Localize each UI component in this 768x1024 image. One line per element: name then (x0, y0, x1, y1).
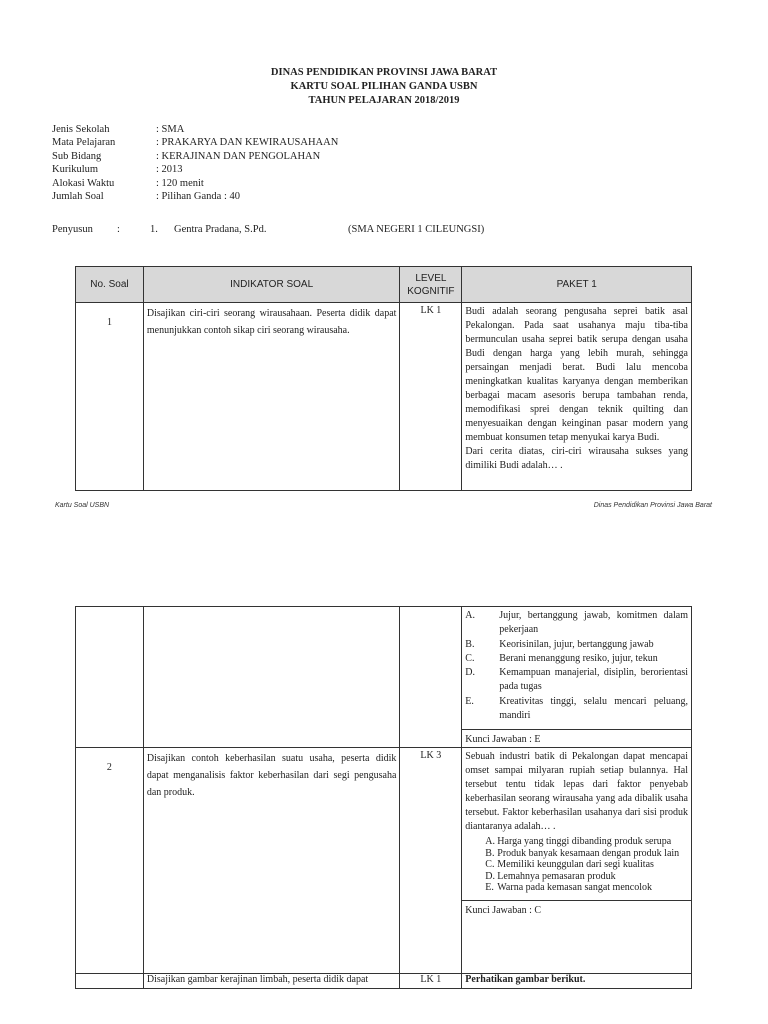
meta-value: : PRAKARYA DAN KEWIRAUSAHAAN (156, 137, 339, 149)
option-d (465, 871, 688, 883)
question-number (76, 607, 144, 748)
option-e (465, 695, 688, 724)
penyusun-colon: : (117, 224, 120, 235)
doc-title-line2: KARTU SOAL PILIHAN GANDA USBN (290, 81, 478, 92)
option-text: Kreativitas tinggi, selalu mencari peluang, mandiri (499, 695, 688, 722)
option-b (465, 638, 688, 652)
option-letter: D. (485, 870, 496, 882)
penyusun-school: (SMA NEGERI 1 CILEUNGSI) (348, 224, 485, 235)
meta-label: Alokasi Waktu (52, 177, 115, 189)
option-letter: B. (485, 847, 495, 859)
question-number (76, 974, 144, 989)
meta-label: Kurikulum (52, 164, 99, 176)
question-stem: Perhatikan gambar berikut. (465, 974, 586, 986)
question-table-page1 (75, 266, 692, 491)
option-b (465, 848, 688, 860)
answer-options (462, 607, 692, 748)
option-c (465, 652, 688, 666)
option-text: Jujur, bertanggung jawab, komitmen dalam pekerjaan (499, 610, 688, 636)
header-level-line2: KOGNITIF (407, 285, 455, 297)
option-text: Berani menanggung resiko, jujur, tekun (499, 652, 658, 664)
table-row (76, 974, 692, 989)
doc-title-line3: TAHUN PELAJARAN 2018/2019 (308, 95, 460, 106)
meta-row-kurikulum (52, 163, 338, 176)
penyusun-name: Gentra Pradana, S.Pd. (174, 224, 267, 235)
meta-row-alokasi-waktu (52, 177, 338, 190)
meta-value: : Pilihan Ganda : 40 (156, 191, 240, 203)
option-d (465, 666, 688, 695)
meta-value: : SMA (156, 124, 185, 135)
header-no-soal: No. Soal (76, 267, 144, 303)
option-text: Memiliki keunggulan dari segi kualitas (497, 859, 654, 871)
option-letter: E. (485, 882, 494, 894)
question-stem: Budi adalah seorang pengusaha seprei batik asal Pekalongan. Pada saat usahanya maju tiba-tiba bermunculan usaha seprei batik serupa dengan usaha Budi dengan harga yang lebih murah, sehingga persaingan menjadi berat. Budi lalu mencoba meningkatkan kualitas karyanya dengan memberikan berbagai macam asesoris berupa tambahan renda, memodifikasi sprei dengan teknik quilting dan menyesuaikan dengan keinginan pasar modern yang membuat konsumen tetap menyukai karya Budi. (465, 306, 688, 443)
question-table-page2 (75, 606, 692, 989)
question-number: 1 (76, 303, 144, 491)
indikator-text: Disajikan contoh keberhasilan suatu usaha, peserta didik dapat menganalisis faktor keberhasilan dari segi pengusaha dan produk. (143, 748, 400, 974)
indikator-text: Disajikan ciri-ciri seorang wirausahaan. Peserta didik dapat menunjukkan contoh sikap ciri seorang wirausaha. (143, 303, 400, 491)
meta-row-jumlah-soal (52, 190, 338, 203)
option-text: Kemampuan manajerial, disiplin, berorientasi pada tugas (499, 667, 688, 693)
meta-row-jenis-sekolah (52, 123, 338, 136)
level-kognitif: LK 3 (400, 748, 462, 974)
question-content (462, 303, 692, 491)
level-kognitif (400, 607, 462, 748)
answer-key: Kunci Jawaban : E (462, 729, 691, 745)
option-letter: A. (485, 836, 496, 848)
question-number: 2 (76, 748, 144, 974)
table-row (76, 748, 692, 974)
question-content (462, 748, 692, 974)
option-text: Lemahnya pemasaran produk (497, 870, 616, 882)
meta-value: : KERAJINAN DAN PENGOLAHAN (156, 150, 321, 162)
meta-value: : 2013 (156, 164, 183, 176)
option-letter: D. (465, 667, 476, 679)
header-level-line1: LEVEL (415, 272, 447, 284)
option-a (465, 609, 688, 638)
option-letter: C. (465, 652, 475, 664)
option-text: Warna pada kemasan sangat mencolok (497, 882, 652, 894)
option-e (465, 882, 688, 894)
level-kognitif: LK 1 (400, 974, 462, 989)
question-content (462, 974, 692, 989)
question-stem: Sebuah industri batik di Pekalongan dapat mencapai omset sampai milyaran rupiah setiap bulannya. Hal tersebut tentu tidak lepas dari faktor penyebab keberhasilan seorang wirausaha yang ada dibalik usaha tersebut. Faktor keberhasilan usahanya dari sisi produk diantaranya adalah… . (465, 751, 688, 833)
meta-label: Jenis Sekolah (52, 124, 110, 135)
header-level-kognitif (400, 267, 462, 303)
option-letter: B. (465, 638, 475, 650)
answer-key: Kunci Jawaban : C (462, 900, 691, 916)
option-text: Produk banyak kesamaan dengan produk lain (497, 847, 680, 859)
meta-value: : 120 menit (156, 177, 204, 189)
meta-block (52, 123, 338, 203)
meta-label: Sub Bidang (52, 150, 102, 162)
option-letter: E. (465, 695, 474, 707)
penyusun-label: Penyusun (52, 224, 93, 235)
option-text: Keorisinilan, jujur, bertanggung jawab (499, 638, 654, 650)
footer-right: Dinas Pendidikan Provinsi Jawa Barat (593, 502, 712, 509)
meta-row-mata-pelajaran (52, 136, 338, 149)
option-letter: C. (485, 859, 495, 871)
table-header-row (76, 267, 692, 303)
meta-row-sub-bidang (52, 150, 338, 163)
meta-label: Jumlah Soal (52, 191, 104, 203)
table-row (76, 303, 692, 491)
indikator-text: Disajikan gambar kerajinan limbah, peserta didik dapat (143, 974, 400, 989)
table-row (76, 607, 692, 748)
option-text: Harga yang tinggi dibanding produk serupa (497, 836, 672, 848)
penyusun-number: 1. (150, 224, 158, 235)
meta-label: Mata Pelajaran (52, 137, 116, 149)
footer-left: Kartu Soal USBN (55, 502, 110, 509)
level-kognitif: LK 1 (400, 303, 462, 491)
option-c (465, 859, 688, 871)
doc-title-line1: DINAS PENDIDIKAN PROVINSI JAWA BARAT (270, 67, 498, 78)
option-a (465, 836, 688, 848)
option-list (465, 836, 688, 894)
header-paket: PAKET 1 (462, 267, 692, 303)
indikator-text (143, 607, 400, 748)
question-prompt: Dari cerita diatas, ciri-ciri wirausaha sukses yang dimiliki Budi adalah… . (465, 446, 688, 471)
option-letter: A. (465, 610, 476, 621)
header-indikator: INDIKATOR SOAL (143, 267, 400, 303)
